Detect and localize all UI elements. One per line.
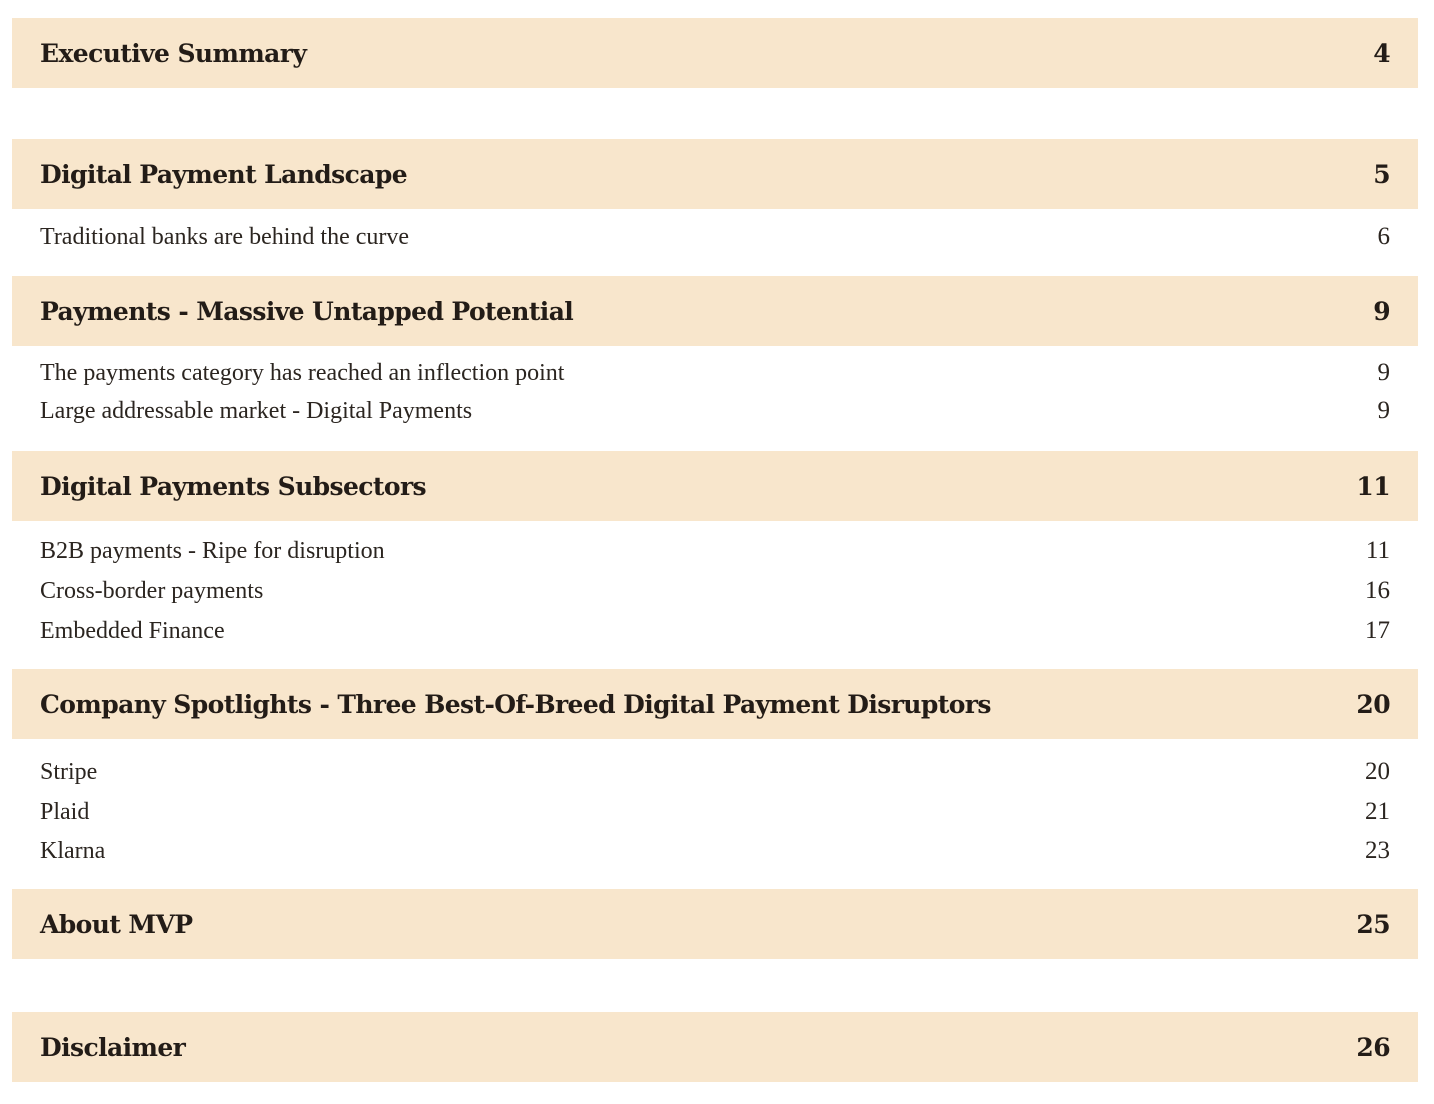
section-page-number: 5: [1373, 159, 1390, 189]
section-page-number: 11: [1356, 471, 1390, 501]
entry-title: Traditional banks are behind the curve: [40, 223, 410, 250]
toc-entry[interactable]: [12, 614, 1418, 648]
toc-entry[interactable]: [12, 220, 1418, 254]
toc-entry[interactable]: [12, 356, 1418, 390]
entry-title: Plaid: [40, 798, 90, 825]
entry-title: The payments category has reached an inflection point: [40, 359, 565, 386]
section-page-number: 25: [1356, 909, 1390, 939]
entry-title: Embedded Finance: [40, 617, 225, 644]
toc-section-about-mvp[interactable]: [12, 889, 1418, 959]
toc-section-digital-payment-landscape[interactable]: [12, 139, 1418, 209]
entry-page-number: 9: [1377, 359, 1390, 386]
entry-page-number: 21: [1365, 798, 1390, 825]
section-page-number: 26: [1356, 1032, 1390, 1062]
entry-page-number: 23: [1365, 837, 1390, 864]
table-of-contents: [12, 0, 1418, 1104]
section-title: Digital Payment Landscape: [40, 159, 408, 189]
toc-section-executive-summary[interactable]: [12, 18, 1418, 88]
toc-section-company-spotlights[interactable]: [12, 669, 1418, 739]
toc-section-disclaimer[interactable]: [12, 1012, 1418, 1082]
section-title: About MVP: [40, 909, 193, 939]
entry-page-number: 11: [1365, 537, 1390, 564]
section-page-number: 4: [1373, 38, 1390, 68]
toc-entry[interactable]: [12, 574, 1418, 608]
toc-section-payments-potential[interactable]: [12, 276, 1418, 346]
entry-title: Large addressable market - Digital Payments: [40, 397, 473, 424]
toc-section-subsectors[interactable]: [12, 451, 1418, 521]
toc-entry[interactable]: [12, 394, 1418, 428]
entry-page-number: 9: [1377, 397, 1390, 424]
entry-title: Cross-border payments: [40, 577, 264, 604]
section-title: Company Spotlights - Three Best-Of-Breed Digital Payment Disruptors: [40, 689, 991, 719]
entry-title: B2B payments - Ripe for disruption: [40, 537, 385, 564]
section-page-number: 9: [1373, 296, 1390, 326]
section-page-number: 20: [1356, 689, 1390, 719]
section-title: Payments - Massive Untapped Potential: [40, 296, 574, 326]
section-title: Disclaimer: [40, 1032, 186, 1062]
entry-page-number: 17: [1365, 617, 1390, 644]
entry-page-number: 16: [1365, 577, 1390, 604]
entry-page-number: 20: [1365, 758, 1390, 785]
section-title: Digital Payments Subsectors: [40, 471, 426, 501]
entry-page-number: 6: [1377, 223, 1390, 250]
entry-title: Stripe: [40, 758, 98, 785]
section-title: Executive Summary: [40, 38, 307, 68]
entry-title: Klarna: [40, 837, 106, 864]
toc-entry[interactable]: [12, 834, 1418, 868]
toc-entry[interactable]: [12, 534, 1418, 568]
toc-entry[interactable]: [12, 755, 1418, 789]
toc-entry[interactable]: [12, 795, 1418, 829]
